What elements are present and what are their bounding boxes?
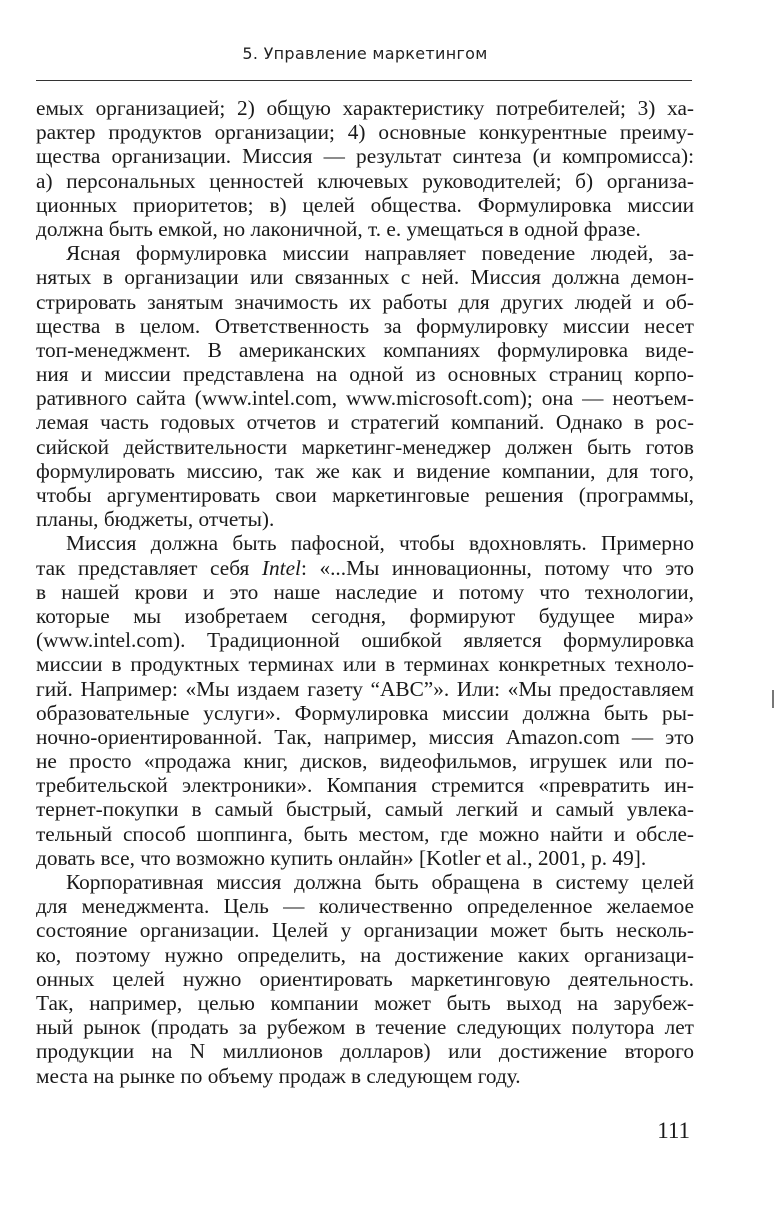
text-line: ный рынок (продать за рубежом в течение следующих полутора лет — [36, 1015, 694, 1040]
page-number: 111 — [657, 1118, 690, 1143]
body-text — [36, 96, 694, 1088]
header-rule — [36, 80, 692, 81]
text-line: так представляет себя Intel: «...Мы инновационны, потому что это — [36, 555, 694, 580]
text-line: Миссия должна быть пафосной, чтобы вдохновлять. Примерно — [66, 531, 694, 556]
text-line: топ-менеджмент. В американских компаниях формулировка виде- — [36, 337, 694, 362]
text-line: продукции на N миллионов долларов) или достижение второго — [36, 1039, 694, 1064]
text-line: тернет-покупки в самый быстрый, самый легкий и самый увлека- — [36, 797, 694, 822]
text-line: места на рынке по объему продаж в следующем году. — [36, 1063, 521, 1088]
text-line: онных целей нужно ориентировать маркетинговую деятельность. — [36, 966, 694, 991]
text-line: состояние организации. Целей у организации может быть несколь- — [36, 918, 694, 943]
text-line: лемая часть годовых отчетов и стратегий компаний. Однако в рос- — [36, 410, 694, 435]
text-line: планы, бюджеты, отчеты). — [36, 507, 275, 532]
text-line: Так, например, целью компании может быть выход на зарубеж- — [36, 990, 694, 1015]
text-line: нятых в организации или связанных с ней. Миссия должна демон- — [36, 265, 694, 290]
text-line: щества организации. Миссия — результат синтеза (и компромисса): — [36, 144, 694, 169]
text-line: стрировать занятым значимость их работы для других людей и об- — [36, 289, 694, 314]
text-line: которые мы изобретаем сегодня, формируют будущее мира» — [36, 603, 694, 628]
text-line: Ясная формулировка миссии направляет поведение людей, за- — [66, 241, 694, 266]
text-line: Корпоративная миссия должна быть обращена в систему целей — [66, 870, 694, 894]
text-line: довать все, что возможно купить онлайн» [Kotler et al., 2001, p. 49]. — [36, 845, 647, 870]
text-line: а) персональных ценностей ключевых руководителей; б) организа- — [36, 168, 694, 193]
running-head: 5. Управление маркетингом — [242, 44, 488, 63]
text-line: ночно-ориентированной. Так, например, миссия Amazon.com — это — [36, 724, 694, 749]
text-line: ративного сайта (www.intel.com, www.microsoft.com); она — неотъем- — [36, 386, 694, 411]
text-line: сийской действительности маркетинг-менеджер должен быть готов — [36, 434, 694, 459]
text-line: тельный способ шоппинга, быть местом, где можно найти и обсле- — [36, 821, 694, 846]
text-line: не просто «продажа книг, дисков, видеофильмов, игрушек или по- — [36, 749, 694, 774]
text-line: для менеджмента. Цель — количественно определенное желаемое — [36, 894, 694, 919]
text-line: гий. Например: «Мы издаем газету “АВС”». Или: «Мы предоставляем — [36, 676, 694, 701]
text-line: щества в целом. Ответственность за формулировку миссии несет — [36, 313, 694, 338]
text-line: чтобы аргументировать свои маркетинговые решения (программы, — [36, 483, 694, 507]
text-line: ко, поэтому нужно определить, на достижение каких организаци- — [36, 942, 694, 967]
text-line: формулировать миссию, так же как и видение компании, для того, — [36, 458, 694, 483]
text-line: (www.intel.com). Традиционной ошибкой является формулировка — [36, 628, 694, 653]
text-line: образовательные услуги». Формулировка миссии должна быть ры- — [36, 700, 694, 725]
text-line: миссии в продуктных терминах или в терминах конкретных техноло- — [36, 652, 694, 677]
text-line: в нашей крови и это наше наследие и потому что технологии, — [36, 579, 694, 604]
margin-mark — [772, 690, 774, 708]
text-line: должна быть емкой, но лаконичной, т. е. умещаться в одной фразе. — [36, 216, 641, 241]
text-line: емых организацией; 2) общую характеристику потребителей; 3) ха- — [36, 96, 694, 120]
text-line: требительской электроники». Компания стремится «превратить ин- — [36, 773, 694, 798]
text-line: ционных приоритетов; в) целей общества. Формулировка миссии — [36, 192, 694, 217]
text-line: рактер продуктов организации; 4) основные конкурентные преиму- — [36, 120, 694, 145]
text-line: ния и миссии представлена на одной из основных страниц корпо- — [36, 362, 694, 387]
